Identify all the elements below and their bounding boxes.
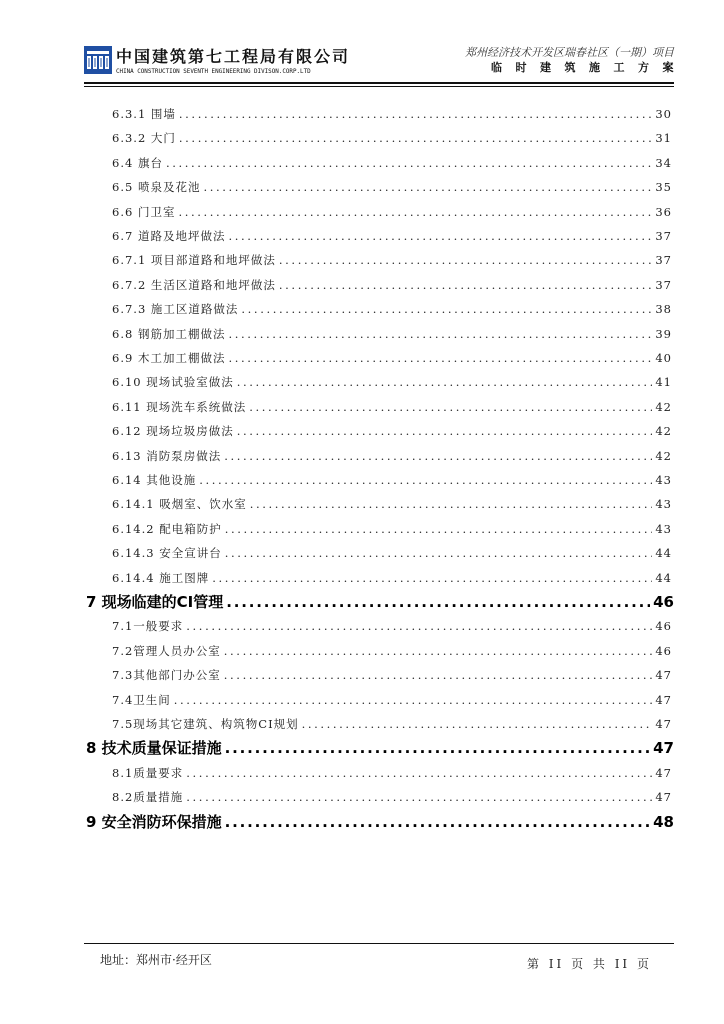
toc-entry-page: 48 xyxy=(653,812,674,831)
toc-dot-leader xyxy=(279,278,652,292)
toc-dot-leader xyxy=(225,546,653,560)
toc-entry[interactable] xyxy=(112,472,672,488)
toc-entry-page: 42 xyxy=(655,424,672,439)
toc-dot-leader xyxy=(224,668,653,682)
toc-dot-leader xyxy=(203,180,652,194)
toc-entry-label: 6.10 现场试验室做法 xyxy=(112,375,234,390)
toc-entry-page: 47 xyxy=(653,739,674,758)
toc-entry-page: 34 xyxy=(655,155,672,170)
toc-entry-label: 6.14.1 吸烟室、饮水室 xyxy=(112,497,247,512)
toc-chapter-entry[interactable] xyxy=(86,591,674,612)
toc-entry-page: 38 xyxy=(655,302,672,317)
toc-entry[interactable] xyxy=(112,496,672,512)
toc-dot-leader xyxy=(225,522,653,536)
toc-entry[interactable] xyxy=(112,643,672,659)
toc-entry-page: 35 xyxy=(655,180,672,195)
toc-dot-leader xyxy=(166,156,652,170)
cscec-logo-icon xyxy=(84,46,112,74)
footer-address: 地址：郑州市·经开区 xyxy=(100,953,212,967)
toc-entry-page: 36 xyxy=(655,204,672,219)
toc-entry-page: 37 xyxy=(655,229,672,243)
toc-entry[interactable] xyxy=(112,545,672,561)
toc-entry-page: 30 xyxy=(655,107,672,121)
toc-entry-label: 6.3.2 大门 xyxy=(112,131,176,146)
header-divider xyxy=(84,82,674,84)
toc-chapter-entry[interactable] xyxy=(86,811,674,832)
toc-entry[interactable] xyxy=(112,570,672,586)
toc-dot-leader xyxy=(225,739,650,757)
toc-entry-page: 46 xyxy=(653,593,674,611)
company-name-en: CHINA CONSTRUCTION SEVENTH ENGINEERING DIVISON.CORP.LTD xyxy=(116,68,311,75)
toc-entry[interactable] xyxy=(112,130,672,146)
toc-dot-leader xyxy=(224,449,652,463)
toc-dot-leader xyxy=(228,327,652,341)
toc-dot-leader xyxy=(237,424,653,438)
toc-dot-leader xyxy=(241,302,652,316)
toc-entry-label: 7.2管理人员办公室 xyxy=(112,643,221,658)
toc-dot-leader xyxy=(250,497,653,511)
toc-entry-label: 6.14.3 安全宣讲台 xyxy=(112,546,222,561)
toc-entry-label: 7 现场临建的CI管理 xyxy=(86,593,224,611)
toc-entry[interactable] xyxy=(112,521,672,537)
document-title: 临时建筑施工方案 xyxy=(491,61,687,74)
toc-entry[interactable] xyxy=(112,423,672,439)
toc-entry-page: 42 xyxy=(655,399,672,414)
toc-entry[interactable] xyxy=(112,789,672,805)
toc-entry[interactable] xyxy=(112,301,672,317)
toc-entry-label: 6.12 现场垃圾房做法 xyxy=(112,424,234,439)
toc-entry-page: 44 xyxy=(655,570,672,585)
toc-entry[interactable] xyxy=(112,228,672,244)
toc-dot-leader xyxy=(226,593,650,611)
toc-entry[interactable] xyxy=(112,106,672,122)
toc-entry-label: 7.5现场其它建筑、构筑物CI规划 xyxy=(112,717,299,731)
toc-entry-label: 6.14.4 施工图牌 xyxy=(112,570,210,585)
toc-entry[interactable] xyxy=(112,326,672,342)
toc-entry-label: 6.6 门卫室 xyxy=(112,204,176,219)
toc-entry-page: 37 xyxy=(655,277,672,292)
toc-entry-label: 6.8 钢筋加工棚做法 xyxy=(112,326,226,341)
toc-entry-page: 31 xyxy=(655,131,672,146)
company-block xyxy=(116,48,350,76)
toc-entry-label: 6.4 旗台 xyxy=(112,155,163,170)
toc-entry-label: 6.14.2 配电箱防护 xyxy=(112,521,222,536)
toc-entry[interactable] xyxy=(112,448,672,464)
toc-entry-page: 47 xyxy=(655,765,672,780)
toc-dot-leader xyxy=(225,813,650,831)
toc-entry-page: 40 xyxy=(655,351,672,365)
toc-entry-label: 6.9 木工加工棚做法 xyxy=(112,351,226,365)
toc-entry[interactable] xyxy=(112,692,672,708)
toc-entry[interactable] xyxy=(112,716,672,732)
page-header xyxy=(84,44,687,84)
toc-entry-label: 8 技术质量保证措施 xyxy=(86,739,222,758)
toc-entry-label: 7.1一般要求 xyxy=(112,619,184,634)
toc-entry[interactable] xyxy=(112,277,672,293)
toc-dot-leader xyxy=(279,253,652,267)
project-block xyxy=(465,46,687,76)
toc-entry[interactable] xyxy=(112,155,672,171)
toc-entry-page: 46 xyxy=(655,643,672,658)
toc-entry-label: 7.4卫生间 xyxy=(112,692,171,707)
header-divider-thin xyxy=(84,86,674,87)
toc-entry-page: 47 xyxy=(655,790,672,805)
toc-entry[interactable] xyxy=(112,399,672,415)
toc-entry[interactable] xyxy=(112,765,672,781)
toc-dot-leader xyxy=(228,229,652,243)
toc-entry-label: 6.7 道路及地坪做法 xyxy=(112,229,226,243)
toc-dot-leader xyxy=(178,205,652,219)
toc-entry-label: 6.14 其他设施 xyxy=(112,473,197,487)
toc-dot-leader xyxy=(199,473,652,487)
toc-entry[interactable] xyxy=(112,179,672,195)
toc-entry[interactable] xyxy=(112,667,672,683)
toc-dot-leader xyxy=(228,351,652,365)
toc-entry-label: 6.7.1 项目部道路和地坪做法 xyxy=(112,253,276,268)
toc-entry[interactable] xyxy=(112,374,672,390)
footer-page-info: 第 II 页 共 II 页 xyxy=(526,957,652,971)
toc-entry-page: 42 xyxy=(655,448,672,463)
toc-entry-page: 41 xyxy=(655,375,672,390)
toc-dot-leader xyxy=(186,619,652,633)
toc-dot-leader xyxy=(237,375,653,389)
toc-dot-leader xyxy=(212,571,652,585)
toc-entry-label: 9 安全消防环保措施 xyxy=(86,812,222,831)
toc-dot-leader xyxy=(302,717,653,731)
toc-entry-label: 6.5 喷泉及花池 xyxy=(112,180,201,195)
toc-dot-leader xyxy=(186,766,652,780)
toc-entry-label: 6.13 消防泵房做法 xyxy=(112,448,222,463)
company-name-cn: 中国建筑第七工程局有限公司 xyxy=(116,47,351,66)
toc-entry-page: 44 xyxy=(655,546,672,561)
toc-entry-label: 6.3.1 围墙 xyxy=(112,107,176,121)
toc-entry-page: 43 xyxy=(655,521,672,536)
toc-dot-leader xyxy=(249,400,652,414)
toc-entry[interactable] xyxy=(112,618,672,634)
toc-entry-page: 46 xyxy=(655,619,672,634)
toc-dot-leader xyxy=(224,644,653,658)
toc-entry-label: 7.3其他部门办公室 xyxy=(112,668,221,683)
toc-entry-label: 8.1质量要求 xyxy=(112,765,184,780)
toc-entry-label: 6.7.3 施工区道路做法 xyxy=(112,302,239,317)
footer-divider xyxy=(84,943,674,944)
toc-entry-page: 47 xyxy=(655,668,672,683)
toc-entry[interactable] xyxy=(112,252,672,268)
toc-dot-leader xyxy=(179,107,652,121)
toc-dot-leader xyxy=(174,693,653,707)
toc-entry-label: 6.7.2 生活区道路和地坪做法 xyxy=(112,277,276,292)
toc-entry[interactable] xyxy=(112,204,672,220)
toc-entry-label: 6.11 现场洗车系统做法 xyxy=(112,399,247,414)
toc-chapter-entry[interactable] xyxy=(86,737,674,758)
toc-entry-page: 43 xyxy=(655,497,672,512)
project-name: 郑州经济技术开发区瑞春社区（一期）项目 xyxy=(465,46,674,59)
toc-dot-leader xyxy=(179,131,652,145)
toc-entry-page: 43 xyxy=(655,473,672,487)
toc-entry-page: 47 xyxy=(655,692,672,707)
toc-entry-page: 39 xyxy=(655,326,672,341)
toc-entry-page: 47 xyxy=(655,717,672,731)
toc-entry[interactable] xyxy=(112,350,672,366)
toc-entry-label: 8.2质量措施 xyxy=(112,790,184,805)
toc-entry-page: 37 xyxy=(655,253,672,268)
toc-dot-leader xyxy=(186,790,652,804)
